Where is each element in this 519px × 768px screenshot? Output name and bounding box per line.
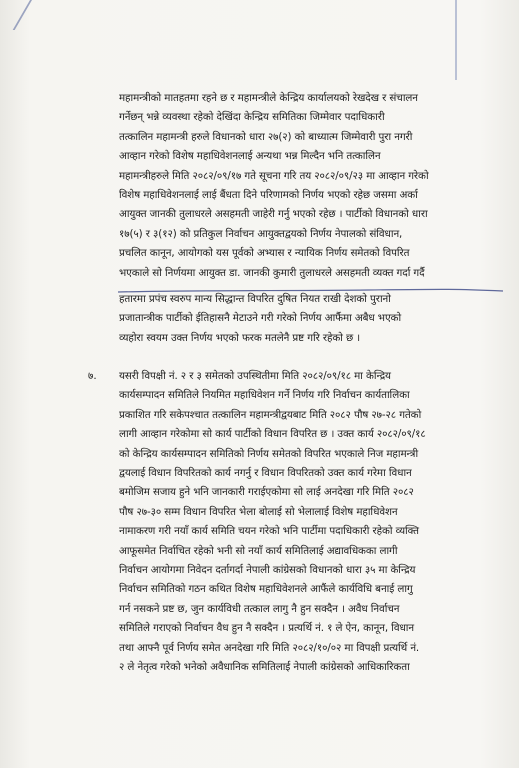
- text-line: प्रकाशित गरि सकेपश्चात तत्कालिन महामन्त्रीद्वयबाट मिति २०८२ पौष २७-२८ गतेको: [119, 408, 422, 421]
- text-line: समितिले गराएको निर्वाचन वैध हुन नै सक्दैन । प्रत्यर्थि नं. १ ले ऐन, कानून, विधान: [119, 622, 414, 635]
- text-line: व्यहोरा स्वयम उक्त निर्णय भएको फरक मतलेनै प्रष्ट गरि रहेको छ ।: [119, 331, 361, 344]
- text-line: भएकाले सो निर्णयमा आयुक्त डा. जानकी कुमारी तुलाधरले असहमती व्यक्त गर्दा गर्दै: [119, 266, 425, 279]
- continued-paragraph: [119, 89, 476, 283]
- text-line: तत्कालिन महामन्त्री हरुले विधानको धारा २७(२) को बाध्यात्म जिम्मेवारी पुरा नगरी: [119, 130, 413, 143]
- text-line: गर्न नसकने प्रष्ट छ, जुन कार्यविधी तत्काल लागु नै हुन सक्दैन । अवैध निर्वाचन: [119, 602, 400, 615]
- margin-mark: [455, 0, 457, 80]
- paragraph-7: [119, 367, 476, 678]
- text-line: को केन्द्रिय कार्यसम्पादन समितिको निर्णय समेतको विपरित भएकाले निज महामन्त्री: [119, 447, 419, 460]
- text-line: महामन्त्रीहरुले मिति २०८२/०९/१७ गते सूचना गरि तय २०८२/०९/२३ मा आव्हान गरेको: [119, 169, 429, 182]
- text-line: पौष २७-३० सम्म विधान विपरित भेला बोलाई सो भेलालाई विशेष महाधिवेशन: [119, 505, 398, 518]
- text-line: १७(५) र ३(१२) को प्रतिकुल निर्वाचन आयुक्तद्वयको निर्णय नेपालको संविधान,: [119, 227, 403, 240]
- text-line: विशेष महाधिवेशनलाई लाई बैंधता दिने परिणामको निर्णय भएको रहेछ जसमा अर्का: [119, 189, 418, 202]
- text-line: प्रचलित कानून, आयोगको यस पूर्वको अभ्यास र न्यायिक निर्णय समेतको विपरित: [119, 247, 410, 260]
- text-line: कार्यसम्पादन समितिले नियमित महाधिवेशन गर्ने निर्णय गरि निर्वाचन कार्यतालिका: [119, 389, 410, 402]
- paragraph-number: ७.: [88, 370, 97, 382]
- text-line: तथा आफ्नै पूर्व निर्णय समेत अनदेखा गरि मिति २०८२/१०/०२ मा विपक्षी प्रत्यर्थि नं.: [119, 641, 420, 654]
- text-line: निर्वाचन आयोगमा निवेदन दर्तागर्दा नेपाली कांग्रेसको विधानको धारा ३५ मा केन्द्रिय: [119, 564, 416, 577]
- continued-paragraph-end: [119, 290, 476, 348]
- text-line: नामाकरण गरी नयाँ कार्य समिति चयन गरेको भनि पार्टीमा पदाधिकारी रहेको व्यक्ति: [119, 525, 419, 538]
- text-line: आयुक्त जानकी तुलाधरले असहमती जाहेरी गर्नु भएको रहेछ । पार्टीको विधानको धारा: [119, 208, 428, 221]
- text-line: आफूसमेत निर्वाचित रहेको भनी सो नयाँ कार्य समितिलाई अद्यावधिकका लागी: [119, 544, 398, 557]
- text-line: प्रजातान्त्रीक पार्टीको ईतिहासनै मेटाउने गरी गरेको निर्णय आर्फैमा अबैध भएको: [119, 312, 402, 325]
- text-line: लागी आव्हान गरेकोमा सो कार्य पार्टीको विधान विपरित छ । उक्त कार्य २०८२/०९/१८: [119, 428, 426, 441]
- text-line: द्वयलाई विधान विपरितको कार्य नगर्नु र विधान विपरितको उक्त कार्य गरेमा विधान: [119, 467, 412, 480]
- text-line: यसरी विपक्षी नं. २ र ३ समेतको उपस्थितीमा मिति २०८२/०९/१८ मा केन्द्रिय: [119, 370, 391, 382]
- text-line: २ ले नेतृत्व गरेको भनेको अवैधानिक समितिलाई नेपाली कांग्रेसको आधिकारिकता: [119, 661, 410, 674]
- text-line: महामन्त्रीको मातहतमा रहने छ र महामन्त्रीले केन्द्रिय कार्यालयको रेखदेख र संचालन: [119, 92, 418, 104]
- corner-fold-mark: [0, 0, 32, 30]
- text-line: गर्नेछन् भन्ने व्यवस्था रहेको देखिंदा केन्द्रिय समितिका जिम्मेवार पदाधिकारी: [119, 111, 385, 124]
- text-line: बमोजिम सजाय हुने भनि जानकारी गराईएकोमा सो लाई अनदेखा गरि मिति २०८२: [119, 486, 414, 499]
- text-line: निर्वाचन समितिको गठन कथित विशेष महाधिवेशनले आफैंले कार्यविधि बनाई लागु: [119, 583, 413, 596]
- text-line: आव्हान गरेको विशेष महाधिवेशनलाई अन्यथा भन्न मिल्दैन भनि तत्कालिन: [119, 150, 381, 163]
- text-line: हतारमा प्रपंच स्वरुप मान्य सिद्धान्त विपरित दुषित नियत राखी देशको पुरानो: [119, 293, 391, 305]
